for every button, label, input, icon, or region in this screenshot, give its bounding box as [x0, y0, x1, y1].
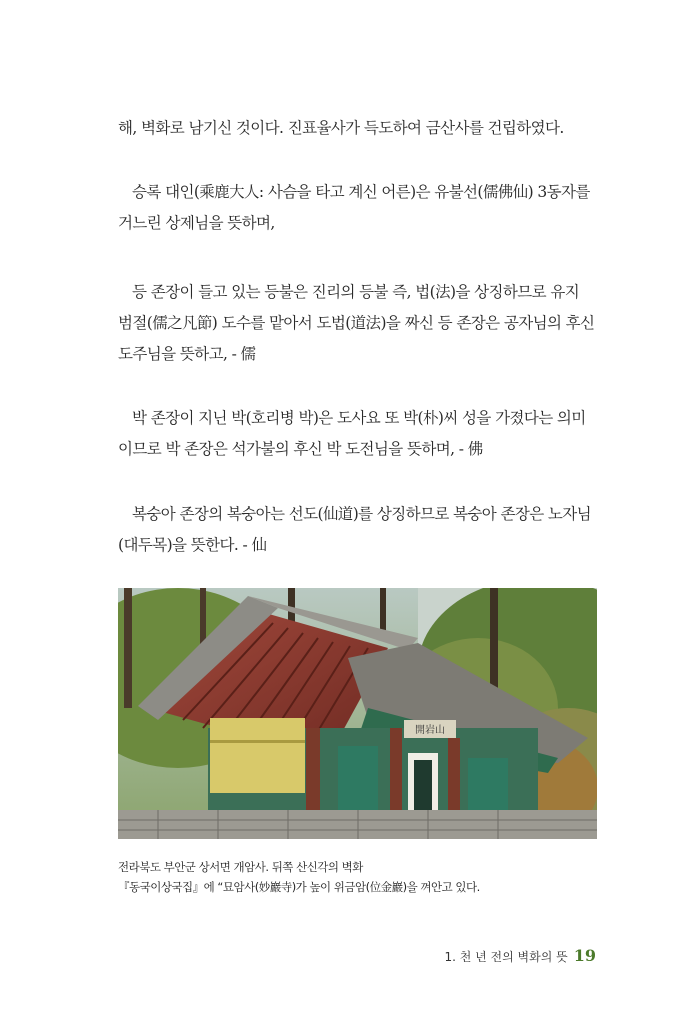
paragraph-line: 복숭아 존장의 복숭아는 선도(仙道)를 상징하므로 복숭아 존장은 노자님 [132, 505, 592, 523]
paragraph-4 [118, 403, 598, 465]
page-footer [444, 946, 596, 965]
paragraph-2 [118, 177, 598, 239]
paragraph-line: 이므로 박 존장은 석가불의 후신 박 도전님을 뜻하며, - 佛 [118, 440, 483, 458]
caption-line-1: 전라북도 부안군 상서면 개암사. 뒤쪽 산신각의 벽화 [118, 860, 363, 874]
photo-caption [118, 857, 598, 897]
paragraph-line: 해, 벽화로 남기신 것이다. 진표율사가 득도하여 금산사를 건립하였다. [118, 119, 564, 137]
paragraph-line: 거느린 상제님을 뜻하며, [118, 214, 275, 232]
temple-signboard-text: 開岩山 [415, 725, 445, 736]
page-number: 19 [573, 946, 596, 965]
paragraph-line: (대두목)을 뜻한다. - 仙 [118, 536, 267, 554]
paragraph-1 [118, 113, 598, 144]
paragraph-line: 승록 대인(乘鹿大人: 사슴을 타고 계신 어른)은 유불선(儒佛仙) 3동자를 [132, 183, 590, 201]
paragraph-line: 등 존장이 들고 있는 등불은 진리의 등불 즉, 법(法)을 상징하므로 유지 [132, 283, 580, 301]
paragraph-line: 박 존장이 지닌 박(호리병 박)은 도사요 또 박(朴)씨 성을 가졌다는 의미 [132, 409, 586, 427]
temple-photo [118, 588, 597, 839]
paragraph-line: 도주님을 뜻하고, - 儒 [118, 345, 256, 363]
chapter-title: 1. 천 년 전의 벽화의 뜻 [444, 950, 568, 964]
temple-photo-illustration [118, 588, 597, 839]
paragraph-5 [118, 499, 598, 561]
paragraph-line: 범절(儒之凡節) 도수를 맡아서 도법(道法)을 짜신 등 존장은 공자님의 후신 [118, 314, 595, 332]
caption-line-2: 『동국이상국집』에 “묘암사(妙巖寺)가 높이 위금암(位金巖)을 껴안고 있다. [118, 880, 480, 894]
paragraph-3 [118, 277, 598, 370]
